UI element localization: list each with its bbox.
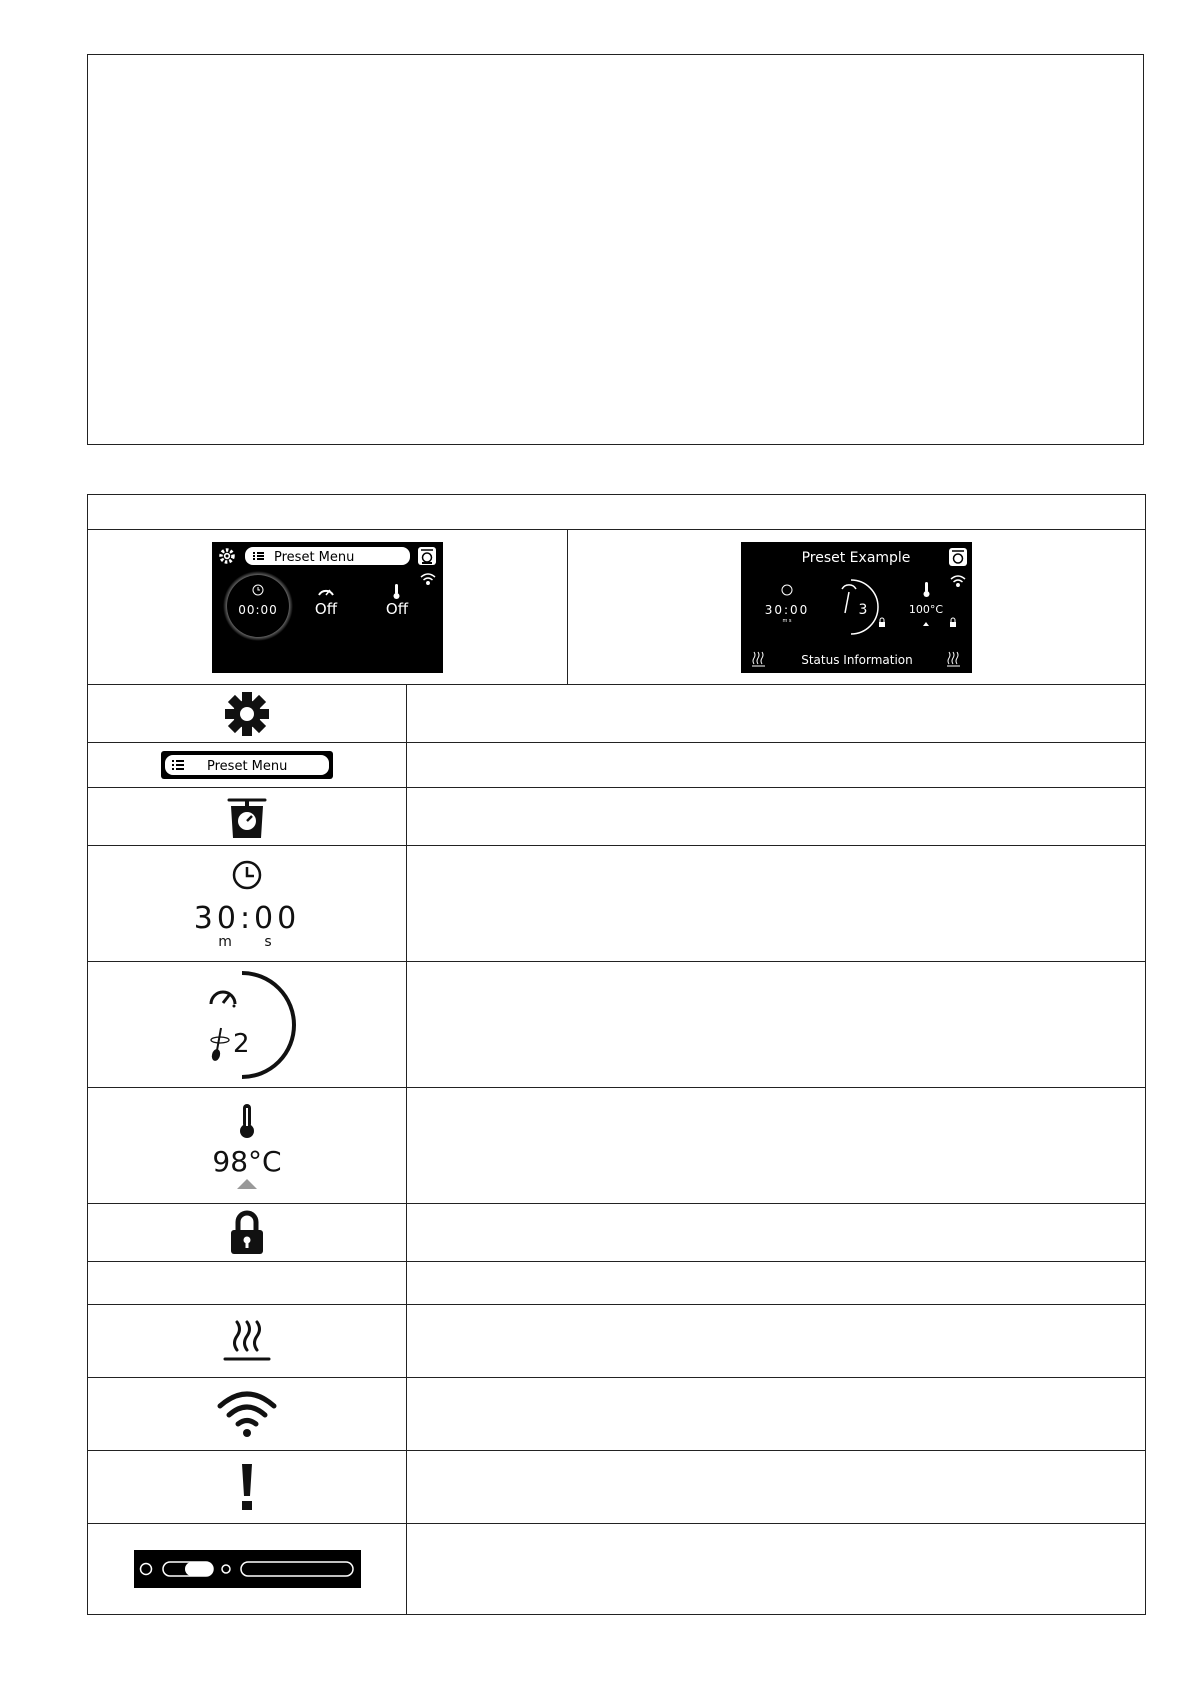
wifi-icon — [216, 1390, 278, 1438]
legend-row-gear — [88, 684, 1145, 742]
screens-row — [88, 529, 1145, 684]
legend-table — [87, 494, 1146, 1615]
preset-screen — [741, 542, 972, 673]
home-temp-value: Off — [385, 599, 409, 618]
legend-temp-value: 98°C — [212, 1144, 282, 1178]
legend-speed-value: 2 — [233, 1028, 250, 1059]
preset-temp-value: 100°C — [908, 602, 944, 616]
legend-row-menu — [88, 742, 1145, 787]
home-timer-value: 00:00 — [238, 602, 278, 617]
legend-row-scale — [88, 787, 1145, 845]
heat-icon — [223, 1318, 271, 1364]
scale-icon — [949, 548, 967, 566]
legend-row-temp — [88, 1087, 1145, 1203]
legend-row-lock — [88, 1203, 1145, 1261]
legend-row-alert — [88, 1450, 1145, 1523]
preset-timer-value: 30:00 — [764, 602, 810, 617]
legend-timer-units: m s — [218, 933, 286, 950]
home-screen-cell — [88, 530, 568, 684]
legend-row-timer — [88, 845, 1145, 961]
legend-row-empty — [88, 1261, 1145, 1304]
lock-icon — [229, 1210, 265, 1256]
legend-row-progress — [88, 1523, 1145, 1614]
home-menu-label: Preset Menu — [274, 549, 355, 565]
speed-dial-icon — [197, 970, 297, 1080]
scale-icon — [225, 794, 269, 840]
preset-status-label: Status Information — [801, 652, 913, 667]
clock-icon — [231, 859, 263, 891]
gear-icon — [224, 691, 270, 737]
legend-menu-label: Preset Menu — [207, 759, 288, 774]
up-arrow-icon — [236, 1178, 258, 1190]
legend-row-speed — [88, 961, 1145, 1087]
home-speed-value: Off — [314, 599, 338, 618]
legend-row-heat — [88, 1304, 1145, 1377]
preset-menu-pill — [161, 751, 333, 779]
preset-timer-units: m s — [782, 617, 792, 624]
thermometer-icon — [236, 1102, 258, 1140]
progress-bar — [134, 1550, 361, 1588]
legend-row-wifi — [88, 1377, 1145, 1450]
table-header-row — [88, 495, 1145, 529]
home-screen — [212, 542, 443, 673]
preset-title: Preset Example — [801, 549, 911, 566]
alert-icon — [239, 1462, 255, 1512]
preset-speed-value: 3 — [858, 601, 868, 618]
scale-icon — [418, 547, 436, 565]
legend-timer-value: 30:00 — [193, 900, 301, 936]
preset-screen-cell — [568, 530, 1145, 684]
top-frame — [87, 54, 1144, 445]
